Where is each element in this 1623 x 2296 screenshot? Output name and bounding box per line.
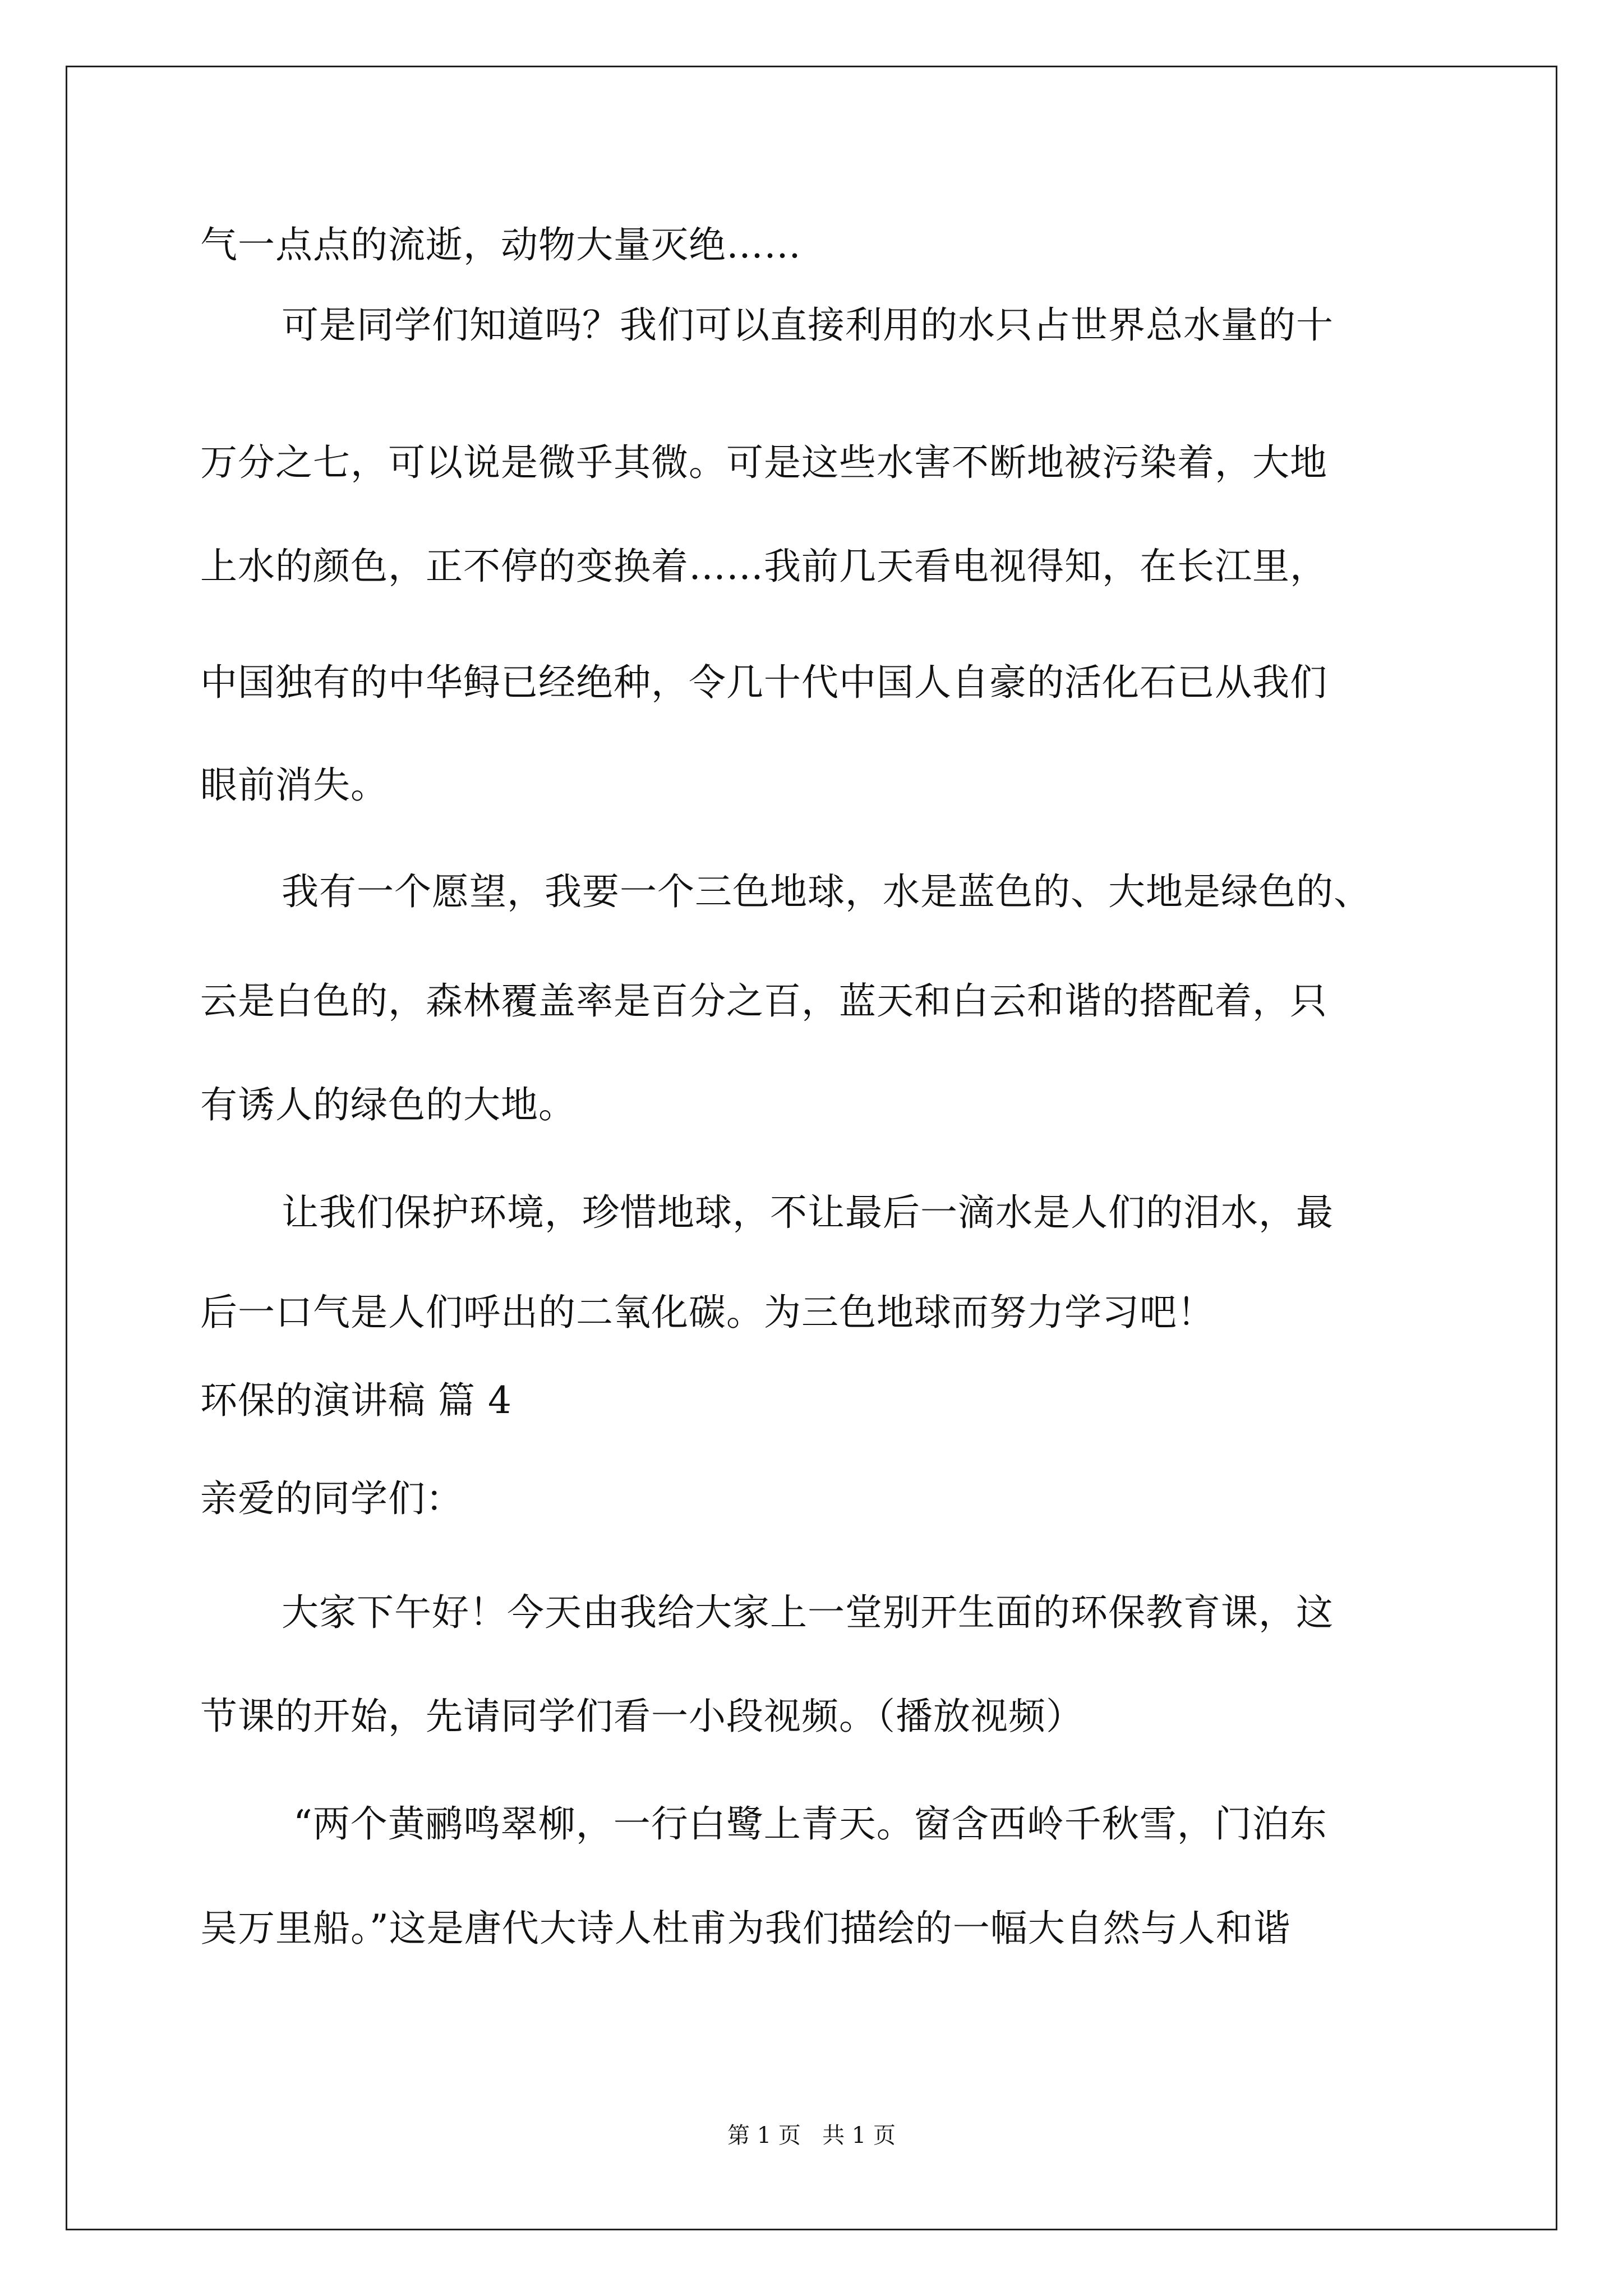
section-heading: 环保的演讲稿 篇 4 bbox=[200, 1379, 512, 1422]
text-line-10: 让我们保护环境，珍惜地球，不让最后一滴水是人们的泪水，最 bbox=[282, 1191, 1334, 1234]
text-line-4: 上水的颜色，正不停的变换着……我前几天看电视得知，在长江里， bbox=[200, 545, 1327, 588]
text-line-8: 云是白色的，森林覆盖率是百分之百，蓝天和白云和谐的搭配着，只 bbox=[200, 979, 1327, 1023]
text-line-9: 有诱人的绿色的大地。 bbox=[200, 1083, 576, 1126]
page-footer: 第 1 页 共 1 页 bbox=[727, 2123, 896, 2148]
text-line-14: 大家下午好！今天由我给大家上一堂别开生面的环保教育课，这 bbox=[282, 1591, 1334, 1634]
text-line-17: 吴万里船。”这是唐代大诗人杜甫为我们描绘的一幅大自然与人和谐 bbox=[200, 1907, 1291, 1950]
text-line-16: “两个黄鹂鸣翠柳，一行白鹭上青天。窗含西岭千秋雪，门泊东 bbox=[293, 1802, 1327, 1846]
text-line-11: 后一口气是人们呼出的二氧化碳。为三色地球而努力学习吧！ bbox=[200, 1291, 1215, 1334]
text-line-1: 气一点点的流逝，动物大量灭绝…… bbox=[200, 223, 801, 266]
text-line-6: 眼前消失。 bbox=[200, 763, 388, 807]
text-line-15: 节课的开始，先请同学们看一小段视频。（播放视频） bbox=[200, 1695, 1083, 1738]
salutation: 亲爱的同学们： bbox=[200, 1477, 463, 1520]
text-line-5: 中国独有的中华鲟已经绝种，令几十代中国人自豪的活化石已从我们 bbox=[200, 661, 1327, 704]
text-line-7: 我有一个愿望，我要一个三色地球，水是蓝色的、大地是绿色的、 bbox=[282, 870, 1371, 913]
text-line-3: 万分之七，可以说是微乎其微。可是这些水害不断地被污染着，大地 bbox=[200, 441, 1327, 484]
text-line-2: 可是同学们知道吗？我们可以直接利用的水只占世界总水量的十 bbox=[282, 303, 1334, 347]
